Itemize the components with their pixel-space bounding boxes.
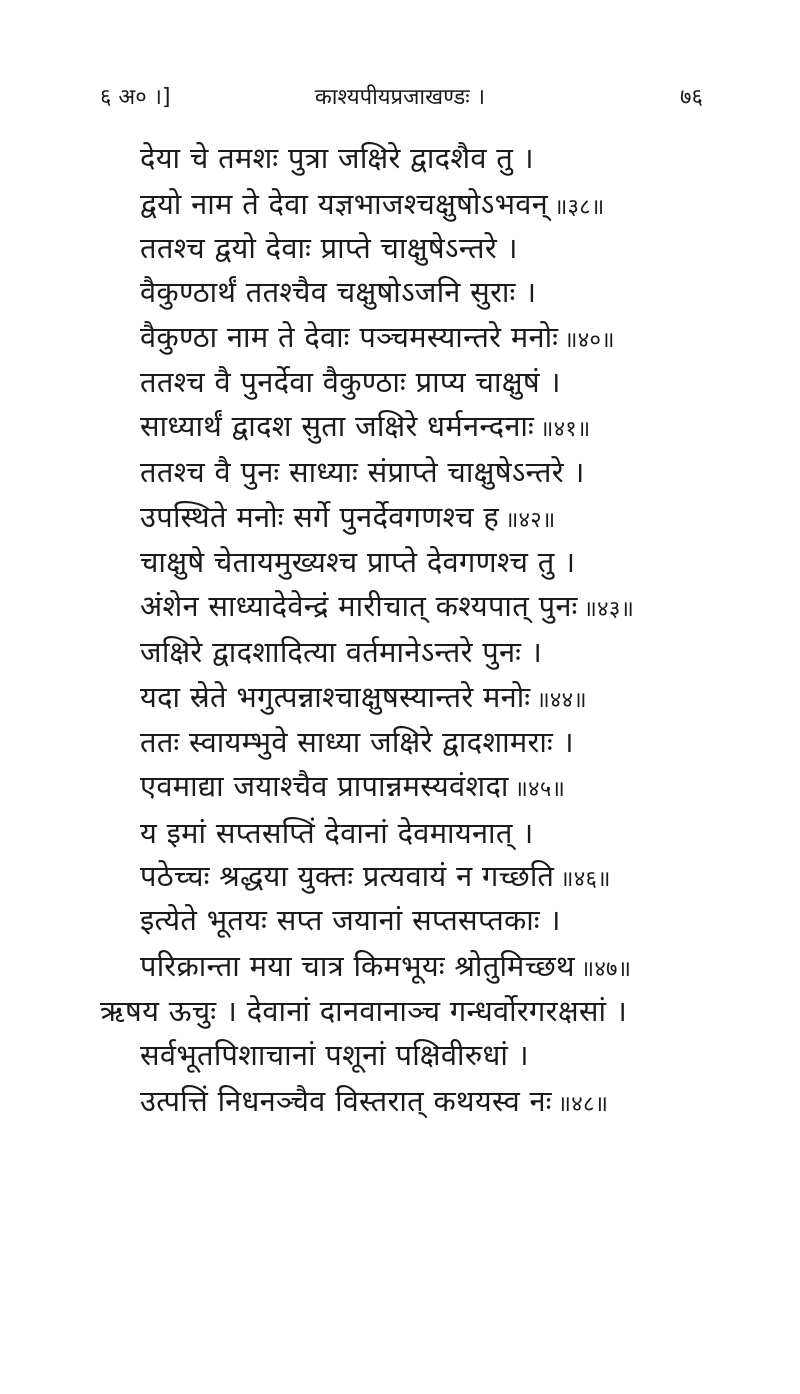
verse-line-text: जक्षिरे द्वादशादित्या वर्तमानेऽन्तरे पुनः ।: [140, 635, 543, 669]
verse-line: [140, 858, 611, 898]
verse-line-text: अंशेन साध्यादेवेन्द्रं मारीचात् कश्यपात् पुनः: [140, 589, 578, 623]
verse-line-text: ततश्च वै पुनर्देवा वैकुण्ठाः प्राप्य चाक्षुषं ।: [140, 365, 561, 399]
verse-line: [140, 724, 574, 760]
verse-line: [140, 186, 605, 226]
verse-number: ॥४३॥: [583, 597, 635, 622]
verse-line-text: परिक्रान्ता मया चात्र किमभूयः श्रोतुमिच्छथ: [140, 949, 575, 983]
verse-number: ॥४१॥: [540, 417, 591, 442]
verse-line: [140, 230, 518, 266]
verse-line-text: चाक्षुषे चेतायमुख्यश्च प्राप्ते देवगणश्च तु ।: [140, 545, 576, 579]
running-title: काश्यपीयप्रजाखण्डः ।: [314, 85, 486, 110]
chapter-marker: ६ अ० ।]: [100, 85, 171, 110]
verse-number: ॥४८॥: [557, 1092, 609, 1117]
verse-number: ॥४६॥: [560, 867, 611, 892]
verse-line: [140, 319, 615, 359]
verse-line-text: एवमाद्या जयाश्चैव प्रापान्नमस्यवंशदा: [140, 769, 509, 803]
verse-line-text: सर्वभूतपिशाचानां पशूनां पक्षिवीरुधां ।: [140, 1038, 529, 1072]
verse-number: ॥४४॥: [536, 688, 587, 713]
verse-line-text: देया चे तमशः पुत्रा जक्षिरे द्वादशैव तु ।: [140, 141, 534, 175]
verse-line: [140, 815, 534, 851]
verse-line: [140, 408, 591, 448]
verse-line-text: यदा स्रेते भगुत्पन्नाश्चाक्षुषस्यान्तरे मनोः: [140, 680, 531, 714]
verse-line-text: पठेच्चः श्रद्धया युक्तः प्रत्यवायं न गच्छति: [140, 859, 555, 893]
verse-line-text: वैकुण्ठार्थं ततश्चैव चक्षुषोऽजनि सुराः ।: [140, 275, 537, 309]
verse-line-text: इत्येते भूतयः सप्त जयानां सप्तसप्तकाः ।: [140, 903, 561, 937]
verse-line: [140, 588, 634, 628]
verse-line: [140, 768, 565, 808]
verse-line: [140, 364, 561, 400]
verse-line: [140, 1083, 608, 1123]
verse-number: ॥४२॥: [505, 508, 556, 533]
verse-line-text: ऋषय ऊचुः । देवानां दानवानाञ्च गन्धर्वोरगरक्षसां ।: [100, 994, 628, 1028]
verse-line-text: ततश्च वै पुनः साध्याः संप्राप्ते चाक्षुषेऽन्तरे ।: [140, 455, 585, 489]
verse-line: [140, 902, 561, 938]
verse-line-text: वैकुण्ठा नाम ते देवाः पञ्चमस्यान्तरे मनोः: [140, 320, 559, 354]
verse-line: [140, 140, 534, 176]
verse-line: [140, 544, 575, 580]
verse-number: ॥३८॥: [554, 195, 605, 220]
verse-line-text: य इमां सप्तसप्तिं देवानां देवमायनात् ।: [140, 816, 534, 850]
verse-line: [100, 993, 627, 1029]
verse-line: [140, 948, 631, 988]
verse-line: [140, 499, 556, 539]
verse-line-text: उत्पत्तिं निधनञ्चैव विस्तरात् कथयस्व नः: [140, 1084, 552, 1118]
verse-line-text: उपस्थिते मनोः सर्गे पुनर्देवगणश्च ह: [140, 500, 500, 534]
verse-line: [140, 454, 585, 490]
verse-number: ॥४०॥: [564, 328, 615, 353]
verse-number: ॥४५॥: [514, 777, 566, 802]
page-number: ७६: [680, 85, 703, 110]
verse-line: [140, 634, 542, 670]
verse-line-text: ततश्च द्वयो देवाः प्राप्ते चाक्षुषेऽन्तरे ।: [140, 231, 518, 265]
verse-line: [140, 679, 587, 719]
verse-line-text: ततः स्वायम्भुवे साध्या जक्षिरे द्वादशामराः ।: [140, 725, 574, 759]
verse-line: [140, 274, 536, 310]
verse-line-text: साध्यार्थं द्वादश सुता जक्षिरे धर्मनन्दनाः: [140, 409, 535, 443]
running-header: [0, 82, 800, 122]
verse-line-text: द्वयो नाम ते देवा यज्ञभाजश्चक्षुषोऽभवन्: [140, 187, 549, 221]
verse-line: [140, 1037, 529, 1073]
verse-number: ॥४७॥: [580, 957, 632, 982]
